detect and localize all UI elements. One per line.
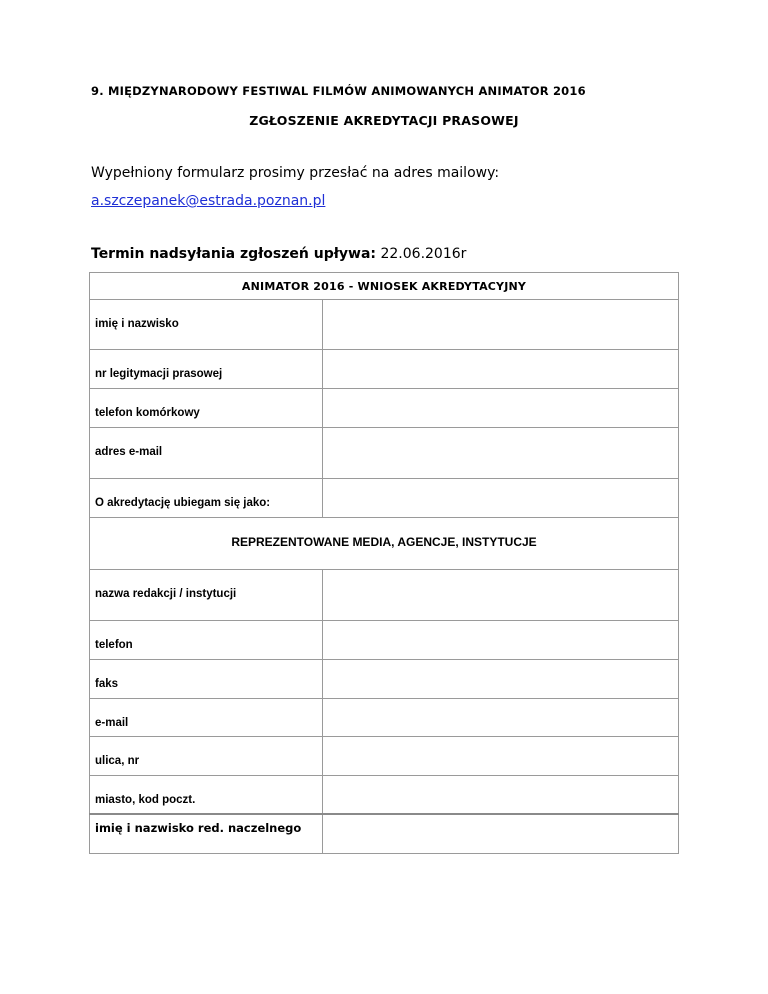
field-value-phone[interactable] [323, 621, 679, 660]
field-label-media-email: e-mail [90, 699, 323, 737]
form-title: ZGŁOSZENIE AKREDYTACJI PRASOWEJ [249, 113, 519, 128]
field-label-city-postcode: miasto, kod poczt. [90, 776, 323, 814]
field-value-full-name[interactable] [323, 300, 679, 350]
section-title-media: REPREZENTOWANE MEDIA, AGENCJE, INSTYTUCJE [90, 518, 679, 570]
field-label-full-name: imię i nazwisko [90, 300, 323, 350]
field-label-accreditation-role: O akredytację ubiegam się jako: [90, 479, 323, 518]
field-value-accreditation-role[interactable] [323, 479, 679, 518]
instruction-text: Wypełniony formularz prosimy przesłać na adres mailowy: [91, 165, 500, 181]
deadline [91, 246, 466, 262]
field-label-editorial-name: nazwa redakcji / instytucji [90, 570, 323, 621]
field-value-editor-in-chief[interactable] [323, 814, 679, 854]
field-label-mobile-phone: telefon komórkowy [90, 389, 323, 428]
deadline-date: 22.06.2016r [380, 246, 467, 262]
field-value-media-email[interactable] [323, 699, 679, 737]
field-value-press-card[interactable] [323, 350, 679, 389]
field-label-press-card: nr legitymacji prasowej [90, 350, 323, 389]
field-label-phone: telefon [90, 621, 323, 660]
field-value-fax[interactable] [323, 660, 679, 699]
field-value-editorial-name[interactable] [323, 570, 679, 621]
field-label-street: ulica, nr [90, 737, 323, 776]
field-value-email[interactable] [323, 428, 679, 479]
field-value-street[interactable] [323, 737, 679, 776]
field-value-mobile-phone[interactable] [323, 389, 679, 428]
field-label-editor-in-chief: imię i nazwisko red. naczelnego [90, 814, 323, 854]
table-title: ANIMATOR 2016 - WNIOSEK AKREDYTACYJNY [90, 273, 679, 300]
festival-title: 9. MIĘDZYNARODOWY FESTIWAL FILMÓW ANIMOWANYCH ANIMATOR 2016 [91, 84, 586, 98]
accreditation-table [89, 272, 679, 854]
deadline-label: Termin nadsyłania zgłoszeń upływa: [91, 246, 377, 262]
field-value-city-postcode[interactable] [323, 776, 679, 814]
email-link[interactable]: a.szczepanek@estrada.poznan.pl [91, 193, 326, 209]
field-label-email: adres e-mail [90, 428, 323, 479]
field-label-fax: faks [90, 660, 323, 699]
